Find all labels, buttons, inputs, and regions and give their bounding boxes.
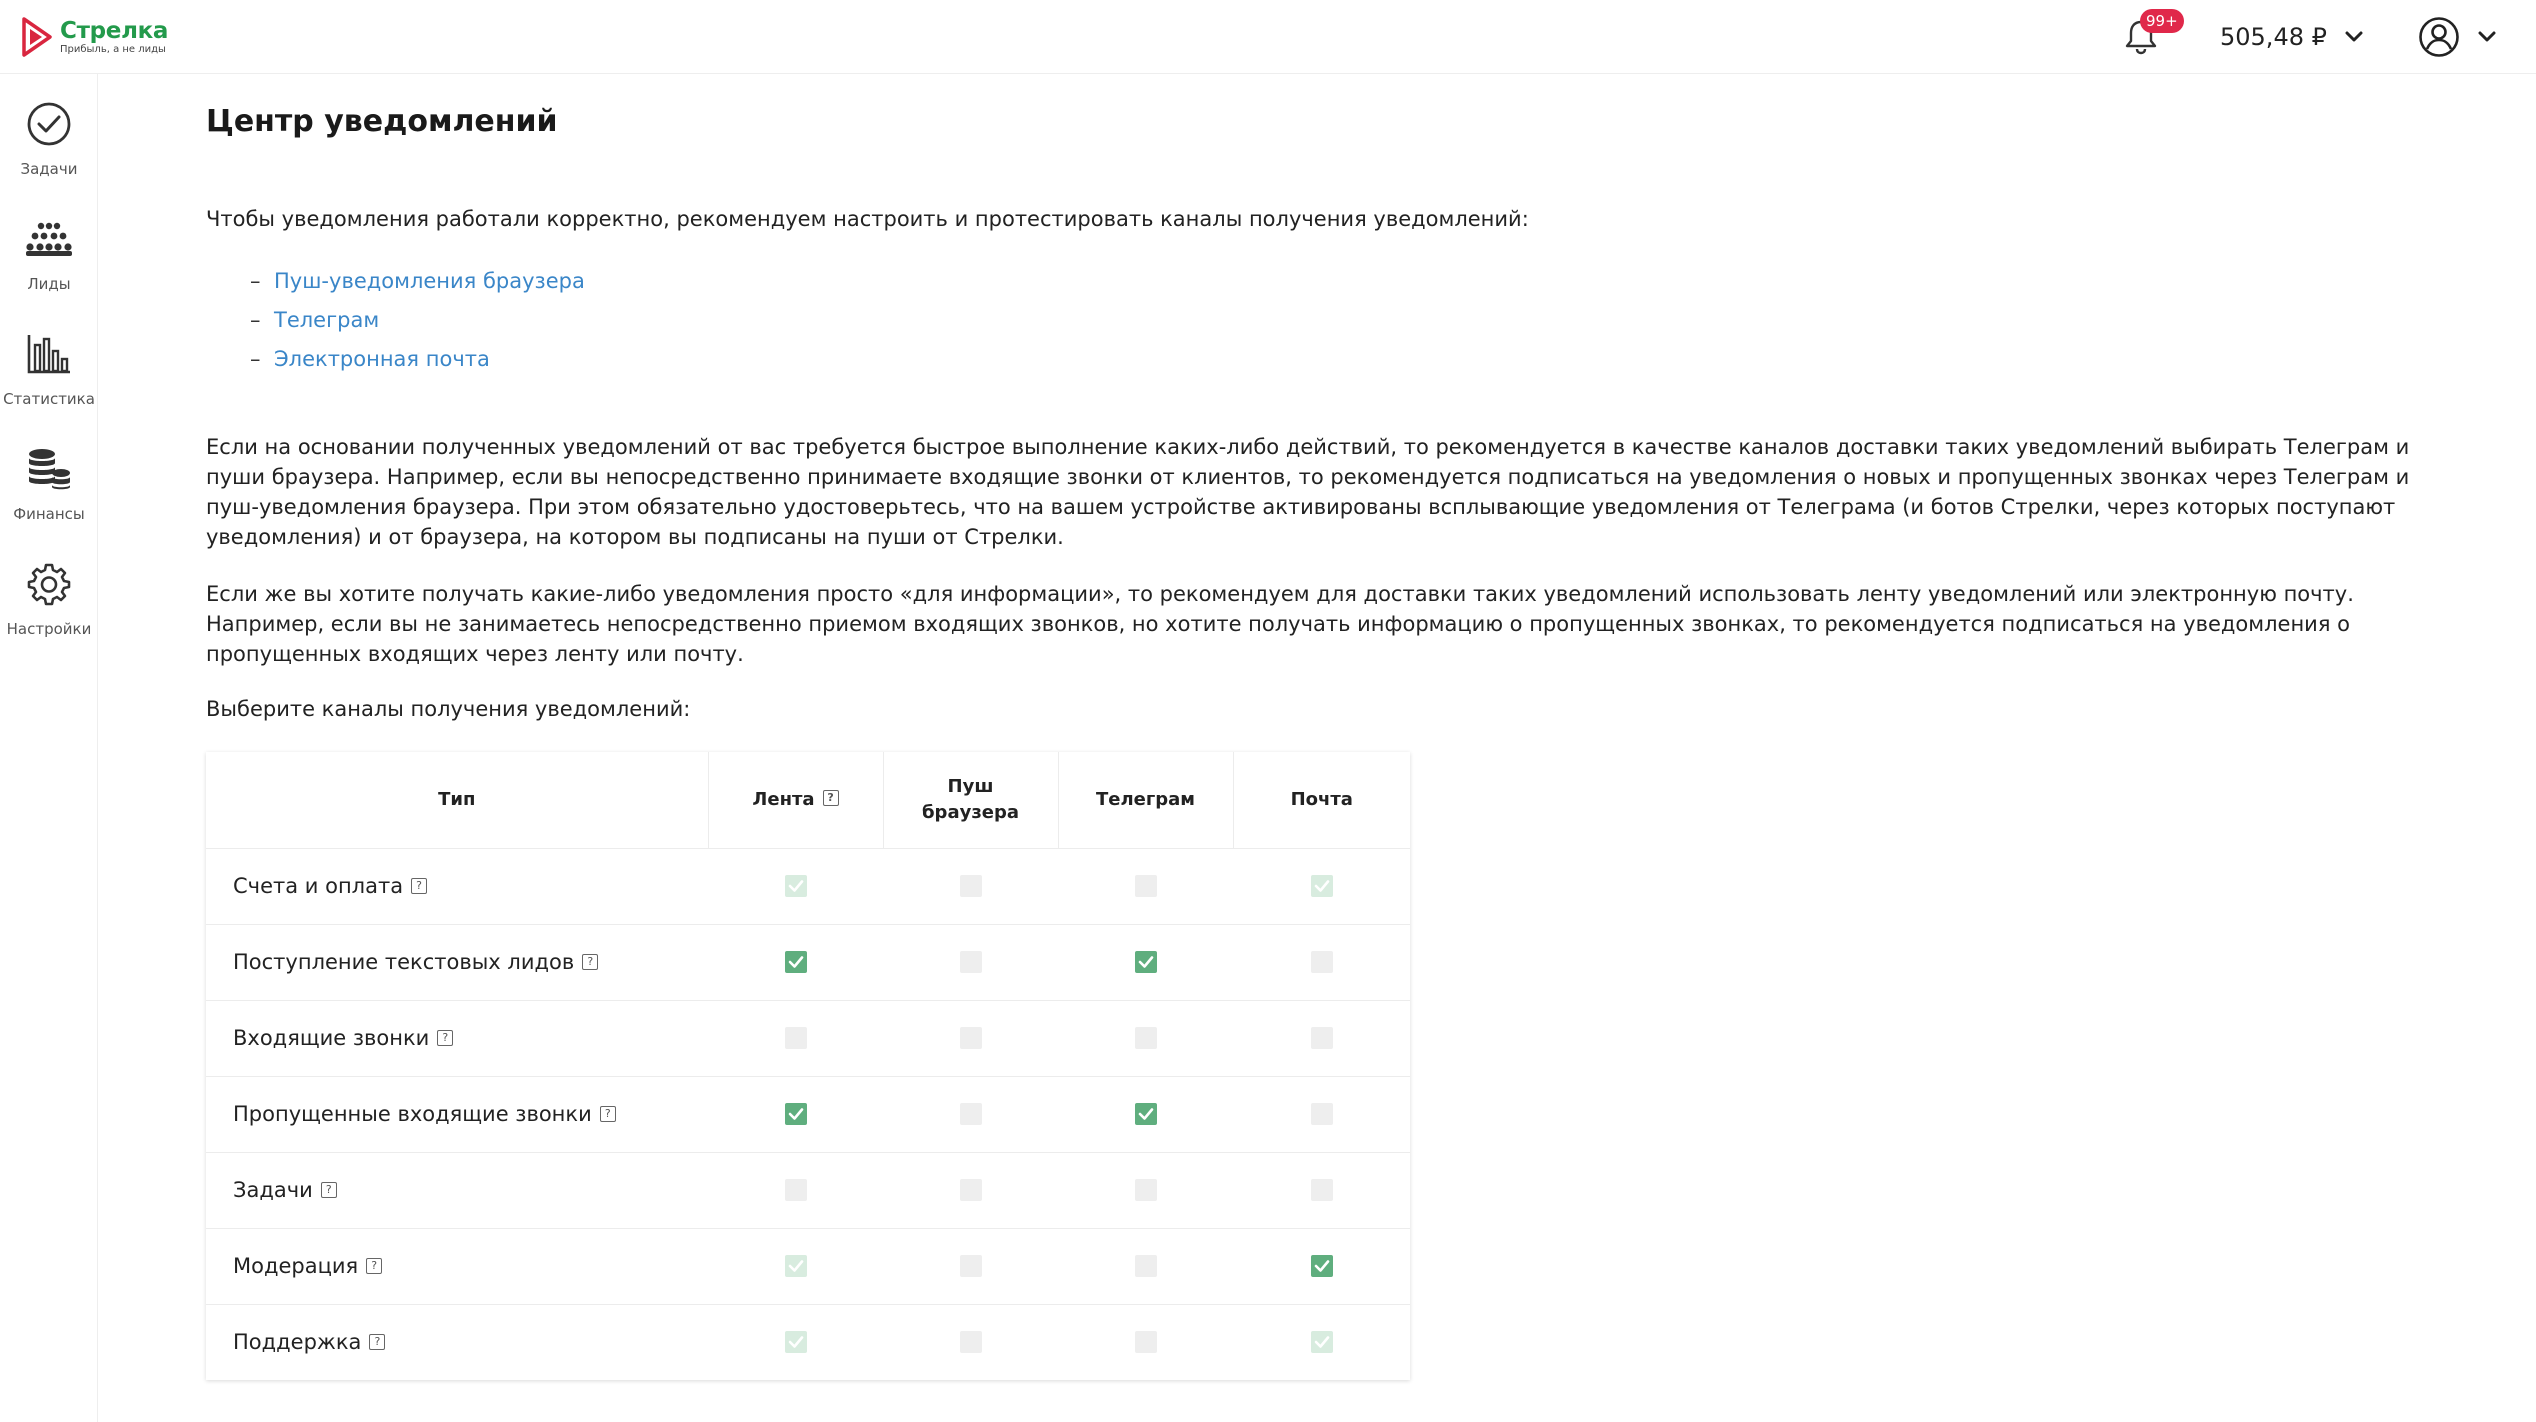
cell-feed bbox=[708, 924, 883, 1000]
checkbox-mail[interactable] bbox=[1311, 951, 1333, 973]
header-feed: Лента ? bbox=[708, 752, 883, 848]
help-icon[interactable]: ? bbox=[600, 1106, 616, 1122]
checkbox-browser-push[interactable] bbox=[960, 1331, 982, 1353]
cell-browser-push bbox=[883, 1152, 1058, 1228]
sidebar bbox=[0, 74, 98, 1422]
channel-setup-links bbox=[250, 262, 585, 379]
header-mail: Почта bbox=[1233, 752, 1410, 848]
cell-telegram bbox=[1058, 924, 1233, 1000]
cell-mail bbox=[1233, 1000, 1410, 1076]
checkbox-feed[interactable] bbox=[785, 1255, 807, 1277]
table-row bbox=[206, 848, 1410, 924]
link-browser-push[interactable]: Пуш-уведомления браузера bbox=[274, 269, 585, 293]
checkbox-browser-push[interactable] bbox=[960, 951, 982, 973]
cell-telegram bbox=[1058, 848, 1233, 924]
cell-feed bbox=[708, 1152, 883, 1228]
sidebar-item-label: Лиды bbox=[27, 275, 71, 293]
checkbox-feed[interactable] bbox=[785, 1027, 807, 1049]
link-telegram[interactable]: Телеграм bbox=[274, 308, 380, 332]
sidebar-item-leads[interactable] bbox=[0, 199, 98, 299]
header-telegram: Телеграм bbox=[1058, 752, 1233, 848]
balance-dropdown[interactable] bbox=[2220, 18, 2363, 56]
channels-table bbox=[206, 752, 1410, 1380]
checkbox-feed[interactable] bbox=[785, 875, 807, 897]
checkbox-mail[interactable] bbox=[1311, 1027, 1333, 1049]
cell-browser-push bbox=[883, 1000, 1058, 1076]
checkbox-mail[interactable] bbox=[1311, 1331, 1333, 1353]
cell-browser-push bbox=[883, 924, 1058, 1000]
logo-name: Стрелка bbox=[60, 17, 169, 44]
cell-browser-push bbox=[883, 848, 1058, 924]
people-group-icon bbox=[23, 213, 75, 265]
cell-feed bbox=[708, 1000, 883, 1076]
top-header bbox=[0, 0, 2536, 74]
row-type-label: Пропущенные входящие звонки bbox=[233, 1102, 592, 1126]
cell-mail bbox=[1233, 1304, 1410, 1380]
cell-feed bbox=[708, 1228, 883, 1304]
check-circle-icon bbox=[23, 98, 75, 150]
sidebar-item-label: Статистика bbox=[3, 390, 95, 408]
checkbox-feed[interactable] bbox=[785, 1179, 807, 1201]
row-type-cell bbox=[206, 1152, 708, 1228]
page-title: Центр уведомлений bbox=[206, 104, 558, 139]
row-type-cell bbox=[206, 1076, 708, 1152]
row-type-cell bbox=[206, 1000, 708, 1076]
checkbox-browser-push[interactable] bbox=[960, 875, 982, 897]
checkbox-feed[interactable] bbox=[785, 1103, 807, 1125]
checkbox-feed[interactable] bbox=[785, 1331, 807, 1353]
help-icon[interactable]: ? bbox=[582, 954, 598, 970]
user-avatar-icon bbox=[2418, 16, 2460, 58]
intro-text: Чтобы уведомления работали корректно, рекомендуем настроить и протестировать каналы получения уведомлений: bbox=[206, 207, 1529, 231]
help-icon[interactable]: ? bbox=[366, 1258, 382, 1274]
cell-feed bbox=[708, 1076, 883, 1152]
table-header-row bbox=[206, 752, 1410, 848]
table-row bbox=[206, 1152, 1410, 1228]
balance-value: 505,48 ₽ bbox=[2220, 23, 2327, 51]
table-row bbox=[206, 1076, 1410, 1152]
checkbox-mail[interactable] bbox=[1311, 1255, 1333, 1277]
checkbox-browser-push[interactable] bbox=[960, 1103, 982, 1125]
cell-telegram bbox=[1058, 1000, 1233, 1076]
help-icon[interactable]: ? bbox=[369, 1334, 385, 1350]
logo-arrow-icon bbox=[22, 17, 52, 57]
coins-icon bbox=[23, 443, 75, 495]
checkbox-telegram[interactable] bbox=[1135, 1103, 1157, 1125]
user-menu[interactable] bbox=[2418, 14, 2496, 60]
cell-mail bbox=[1233, 848, 1410, 924]
row-type-label: Поддержка bbox=[233, 1330, 362, 1355]
cell-browser-push bbox=[883, 1304, 1058, 1380]
cell-mail bbox=[1233, 1152, 1410, 1228]
row-type-cell bbox=[206, 924, 708, 1000]
cell-mail bbox=[1233, 924, 1410, 1000]
info-paragraph-urgent: Если на основании полученных уведомлений от вас требуется быстрое выполнение каких-либо действий, то рекомендуется в качестве каналов доставки таких уведомлений выбирать Телеграм и пуши браузера. Например, если вы непосредственно принимаете входящие звонки от клиентов, то рекомендуется подписаться на уведомления о новых и пропущенных звонках через Телеграм и пуш-уведомления браузера. При этом обязательно удостоверьтесь, что на вашем устройстве активированы всплывающие уведомления от Телеграма (и ботов Стрелки, через которых поступают уведомления) и от браузера, на котором вы подписаны на пуши от Стрелки. bbox=[206, 435, 2410, 549]
table-row bbox=[206, 1304, 1410, 1380]
table-row bbox=[206, 924, 1410, 1000]
row-type-cell bbox=[206, 1228, 708, 1304]
row-type-label: Модерация bbox=[233, 1254, 359, 1278]
list-item: – Электронная почта bbox=[250, 340, 585, 379]
cell-browser-push bbox=[883, 1076, 1058, 1152]
cell-telegram bbox=[1058, 1076, 1233, 1152]
help-icon[interactable]: ? bbox=[321, 1182, 337, 1198]
choose-channels-label: Выберите каналы получения уведомлений: bbox=[206, 697, 691, 721]
chevron-down-icon bbox=[2478, 31, 2496, 43]
checkbox-telegram[interactable] bbox=[1135, 1027, 1157, 1049]
logo-tagline: Прибыль, а не лиды bbox=[60, 43, 166, 55]
checkbox-mail[interactable] bbox=[1311, 1179, 1333, 1201]
help-icon[interactable]: ? bbox=[411, 878, 427, 894]
checkbox-browser-push[interactable] bbox=[960, 1179, 982, 1201]
sidebar-item-settings[interactable] bbox=[0, 544, 98, 644]
cell-mail bbox=[1233, 1228, 1410, 1304]
row-type-label: Поступление текстовых лидов bbox=[233, 950, 575, 974]
sidebar-item-finance[interactable] bbox=[0, 429, 98, 529]
checkbox-browser-push[interactable] bbox=[960, 1255, 982, 1277]
cell-telegram bbox=[1058, 1228, 1233, 1304]
chevron-down-icon bbox=[2345, 31, 2363, 43]
logo[interactable] bbox=[22, 14, 168, 60]
notifications-badge: 99+ bbox=[2140, 9, 2184, 33]
list-item: – Пуш-уведомления браузера bbox=[250, 262, 585, 301]
cell-feed bbox=[708, 1304, 883, 1380]
checkbox-telegram[interactable] bbox=[1135, 875, 1157, 897]
cell-telegram bbox=[1058, 1152, 1233, 1228]
checkbox-telegram[interactable] bbox=[1135, 1331, 1157, 1353]
row-type-cell bbox=[206, 848, 708, 924]
checkbox-mail[interactable] bbox=[1311, 875, 1333, 897]
cell-mail bbox=[1233, 1076, 1410, 1152]
cell-feed bbox=[708, 848, 883, 924]
checkbox-telegram[interactable] bbox=[1135, 1255, 1157, 1277]
sidebar-item-statistics[interactable] bbox=[0, 314, 98, 414]
logo-text bbox=[60, 19, 168, 56]
checkbox-telegram[interactable] bbox=[1135, 951, 1157, 973]
row-type-label: Счета и оплата bbox=[233, 874, 404, 898]
checkbox-telegram[interactable] bbox=[1135, 1179, 1157, 1201]
link-email[interactable]: Электронная почта bbox=[274, 347, 490, 371]
help-icon[interactable]: ? bbox=[437, 1030, 453, 1046]
row-type-label: Входящие звонки bbox=[233, 1026, 430, 1050]
cell-telegram bbox=[1058, 1304, 1233, 1380]
row-type-label: Задачи bbox=[233, 1178, 313, 1202]
table-row bbox=[206, 1000, 1410, 1076]
sidebar-item-label: Задачи bbox=[20, 160, 78, 178]
sidebar-item-label: Настройки bbox=[6, 620, 92, 638]
help-icon[interactable]: ? bbox=[823, 790, 839, 806]
bar-chart-icon bbox=[23, 328, 75, 380]
header-type: Тип bbox=[206, 752, 708, 848]
sidebar-item-tasks[interactable] bbox=[0, 84, 98, 184]
list-item: – Телеграм bbox=[250, 301, 585, 340]
table-row bbox=[206, 1228, 1410, 1304]
checkbox-feed[interactable] bbox=[785, 951, 807, 973]
row-type-cell bbox=[206, 1304, 708, 1380]
sidebar-item-label: Финансы bbox=[13, 505, 85, 523]
header-browser-push: Пуш браузера bbox=[883, 752, 1058, 848]
gear-icon bbox=[23, 558, 75, 610]
checkbox-mail[interactable] bbox=[1311, 1103, 1333, 1125]
info-paragraph-informational: Если же вы хотите получать какие-либо уведомления просто «для информации», то рекомендуем для доставки таких уведомлений использовать ленту уведомлений или электронную почту. Например, если вы не занимаетесь непосредственно приемом входящих звонков, но хотите получать информацию о пропущенных звонках, то рекомендуется подписаться на уведомления о пропущенных входящих через ленту или почту. bbox=[206, 582, 2354, 666]
cell-browser-push bbox=[883, 1228, 1058, 1304]
checkbox-browser-push[interactable] bbox=[960, 1027, 982, 1049]
